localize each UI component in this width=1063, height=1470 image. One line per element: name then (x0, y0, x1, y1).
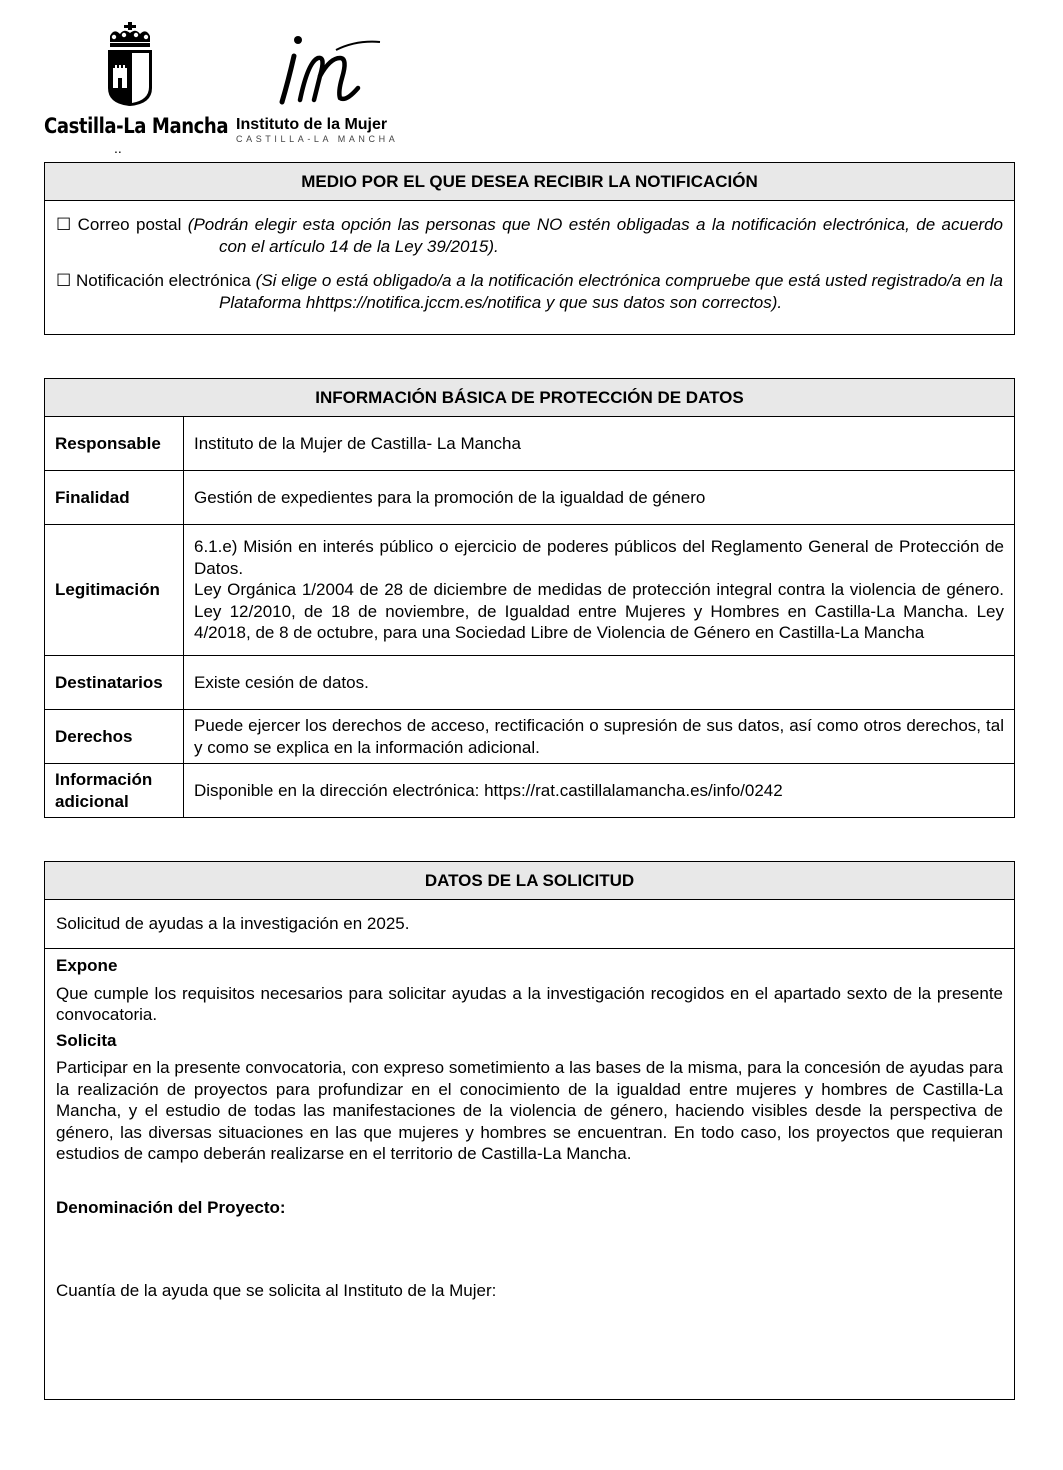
table-row (45, 710, 1014, 764)
castilla-la-mancha-wordmark: Castilla-La Mancha (44, 114, 229, 138)
protection-table (45, 416, 1014, 818)
expone-heading: Expone (56, 956, 118, 975)
castilla-la-mancha-logo (44, 22, 229, 142)
row-value: Instituto de la Mujer de Castilla- La Mancha (184, 417, 1015, 471)
table-row (45, 656, 1014, 710)
row-label: Información adicional (45, 764, 184, 818)
option-correo-postal (45, 214, 1014, 258)
header-dots: .. (114, 140, 122, 156)
row-value (184, 525, 1015, 656)
instituto-mujer-region: CASTILLA-LA MANCHA (236, 134, 399, 144)
checkbox-notificacion-electronica[interactable]: ☐ (56, 271, 72, 290)
page-header (44, 22, 444, 162)
instituto-mujer-wordmark: Instituto de la Mujer (236, 116, 388, 133)
solicita-text: Participar en la presente convocatoria, con expreso sometimiento a las bases de la misma, para la concesión de ayudas para la realización de proyectos para profundizar en el conocimiento de la igualdad entre mujeres y hombres de Castilla-La Mancha, y el estudio de todas las manifestaciones de la violencia de género, haciendo visibles desde la perspectiva de género, las diversas situaciones en las que mujeres y hombres se encuentran. En todo caso, los proyectos que requieran estudios de campo deberán realizarse en el territorio de Castilla-La Mancha. (56, 1058, 1003, 1163)
solicitud-intro: Solicitud de ayudas a la investigación en 2025. (45, 900, 1014, 949)
row-value: Puede ejercer los derechos de acceso, rectificación o supresión de sus datos, así como otros derechos, tal y como se explica en la información adicional. (184, 710, 1015, 764)
checkbox-correo-postal[interactable]: ☐ (56, 215, 72, 234)
notification-section (44, 162, 1015, 335)
row-label: Responsable (45, 417, 184, 471)
table-row (45, 471, 1014, 525)
im-monogram-icon (276, 32, 386, 112)
table-row (45, 417, 1014, 471)
legitimacion-line-2: Ley Orgánica 1/2004 de 28 de diciembre de medidas de protección integral contra la violencia de género. Ley 12/2010, de 18 de noviembre, de Igualdad entre Mujeres y Hombres en Castilla-La Mancha. Ley 4/2018, de 8 de octubre, para una Sociedad Libre de Violencia de Género en Castilla-La Mancha (194, 580, 1004, 643)
row-label: Derechos (45, 710, 184, 764)
row-value: Gestión de expedientes para la promoción de la igualdad de género (184, 471, 1015, 525)
option-notificacion-electronica (45, 270, 1014, 314)
row-value: Disponible en la dirección electrónica: https://rat.castillalamancha.es/info/0242 (184, 764, 1015, 818)
option-label: Notificación electrónica (76, 271, 251, 290)
solicitud-body (45, 949, 1014, 1382)
solicitud-section (44, 861, 1015, 1400)
table-row (45, 764, 1014, 818)
table-row (45, 525, 1014, 656)
row-value: Existe cesión de datos. (184, 656, 1015, 710)
instituto-mujer-logo (236, 32, 416, 142)
data-protection-section (44, 378, 1015, 818)
legitimacion-line-1: 6.1.e) Misión en interés público o ejercicio de poderes públicos del Reglamento General de Protección de Datos. (194, 537, 1004, 578)
amount-label: Cuantía de la ayuda que se solicita al Instituto de la Mujer: (56, 1281, 497, 1300)
castle-crown-icon (104, 22, 156, 108)
row-label: Legitimación (45, 525, 184, 656)
row-label: Finalidad (45, 471, 184, 525)
expone-text: Que cumple los requisitos necesarios para solicitar ayudas a la investigación recogidos en el apartado sexto de la presente convocatoria. (56, 983, 1003, 1024)
row-label: Destinatarios (45, 656, 184, 710)
solicitud-title: DATOS DE LA SOLICITUD (45, 862, 1014, 900)
amount-field[interactable] (56, 1302, 1003, 1382)
project-name-label: Denominación del Proyecto: (56, 1197, 286, 1217)
protection-title: INFORMACIÓN BÁSICA DE PROTECCIÓN DE DATOS (45, 379, 1014, 416)
notification-title: MEDIO POR EL QUE DESEA RECIBIR LA NOTIFICACIÓN (45, 163, 1014, 201)
option-note: (Si elige o está obligado/a a la notificación electrónica compruebe que está usted registrado/a en la Plataforma hhttps://notifica.jccm.es/notifica y que sus datos son correctos). (219, 271, 1003, 312)
option-note: (Podrán elegir esta opción las personas que NO estén obligadas a la notificación electrónica, de acuerdo con el artículo 14 de la Ley 39/2015). (187, 215, 1003, 256)
solicita-heading: Solicita (56, 1030, 117, 1050)
option-label: Correo postal (77, 215, 182, 234)
project-name-field[interactable] (56, 1218, 1003, 1280)
